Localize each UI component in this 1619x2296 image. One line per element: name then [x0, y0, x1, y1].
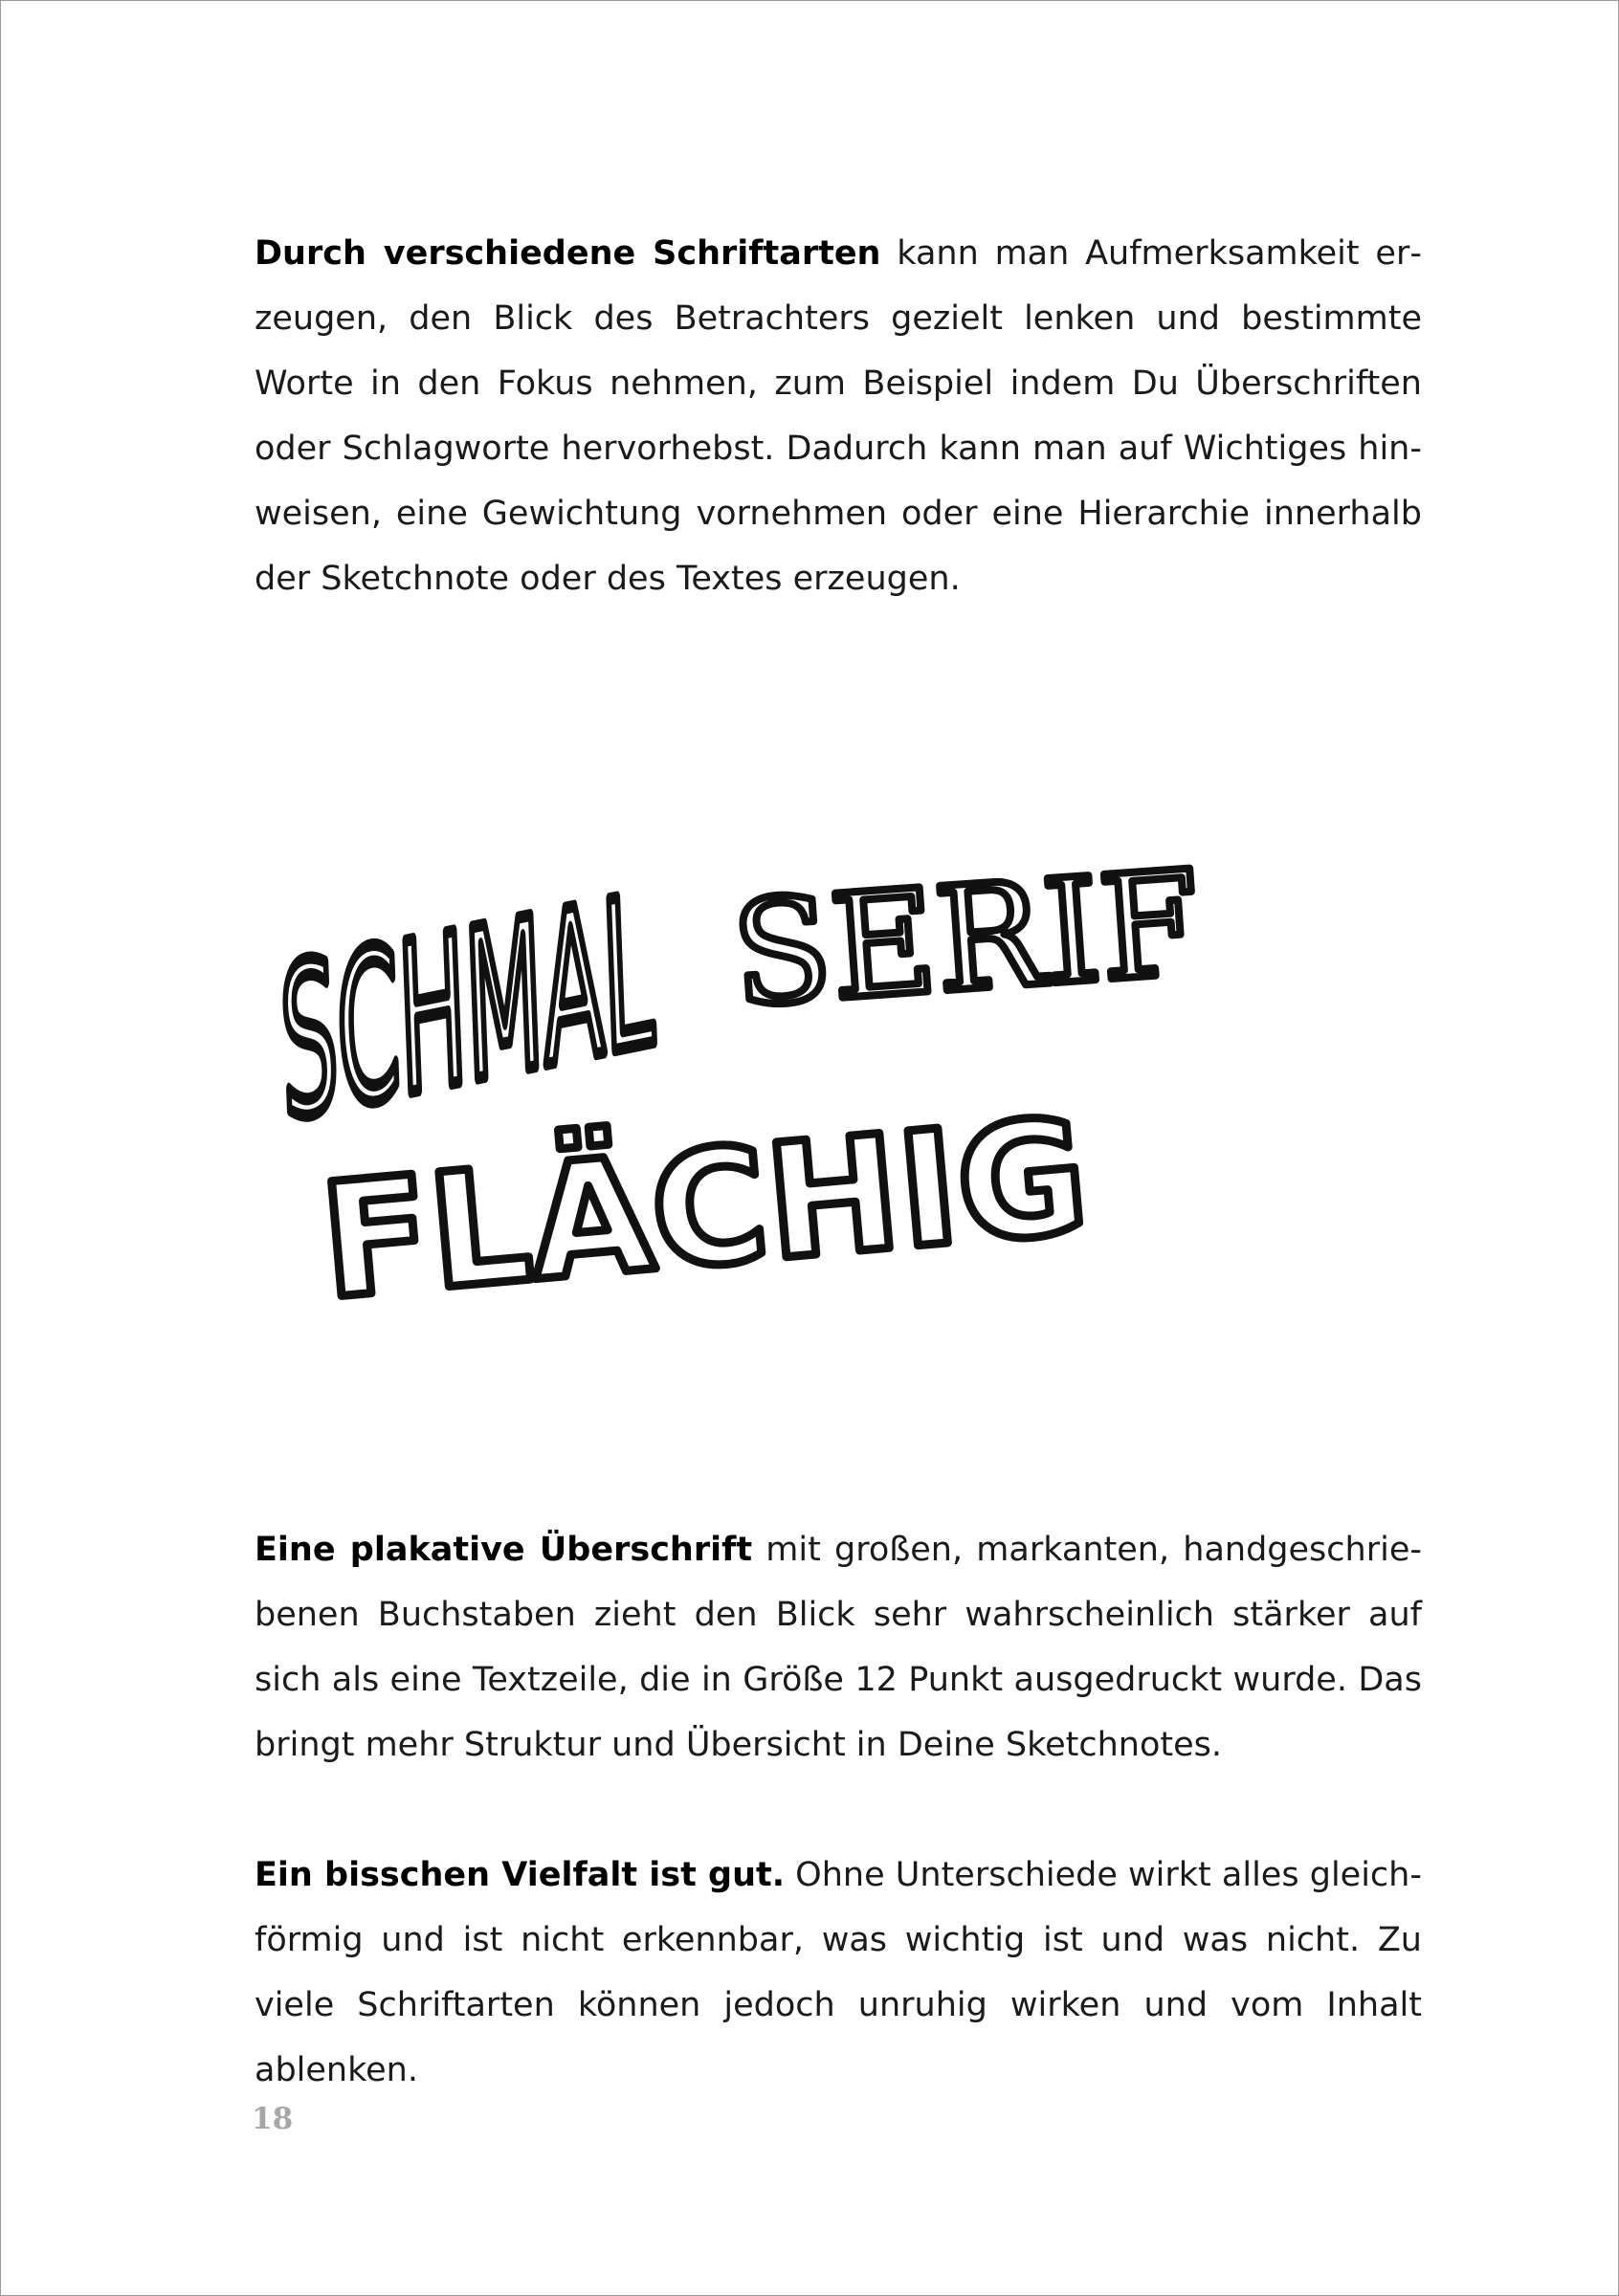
hand-lettering-illustration: [277, 757, 1465, 1407]
lettering-narrow: SCHMAL: [277, 850, 657, 1168]
paragraph-body: Ohne Unterschiede wirkt alles gleichförmig und ist nicht erkennbar, was wichtig ist und was nicht. Zu viele Schriftarten können jedoch unruhig wirken und vom Inhalt ablenken.: [255, 1856, 1422, 2089]
paragraph-lead: Eine plakative Überschrift: [255, 1531, 753, 1569]
lettering-serif: SERIF: [727, 840, 1206, 1040]
page-number: 18: [252, 2102, 294, 2136]
paragraph-body: kann man Aufmerksamkeit erzeugen, den Blick des Betrachters gezielt lenken und bestimmte Worte in den Fokus nehmen, zum Beispiel indem Du Überschriften oder Schlagworte hervorhebst. Dadurch kann man auf Wichtiges hinweisen, eine Gewichtung vornehmen oder eine Hierarchie innerhalb der Sketchnote oder des Textes erzeugen.: [255, 234, 1422, 598]
paragraph-lead: Ein bisschen Vielfalt ist gut.: [255, 1856, 786, 1894]
lettering-outline: FLÄCHIG: [314, 1084, 1095, 1335]
paragraph-lead: Durch verschiedene Schriftarten: [255, 234, 881, 273]
paragraph-headline: [255, 1517, 1422, 1777]
paragraph-typefaces: [255, 221, 1422, 611]
paragraph-body: mit großen, markanten, handgeschriebenen Buchstaben zieht den Blick sehr wahrscheinlich stärker auf sich als eine Textzeile, die in Größe 12 Punkt ausgedruckt wurde. Das bringt mehr Struktur und Übersicht in Deine Sketchnotes.: [255, 1531, 1422, 1764]
paragraph-variety: [255, 1843, 1422, 2103]
